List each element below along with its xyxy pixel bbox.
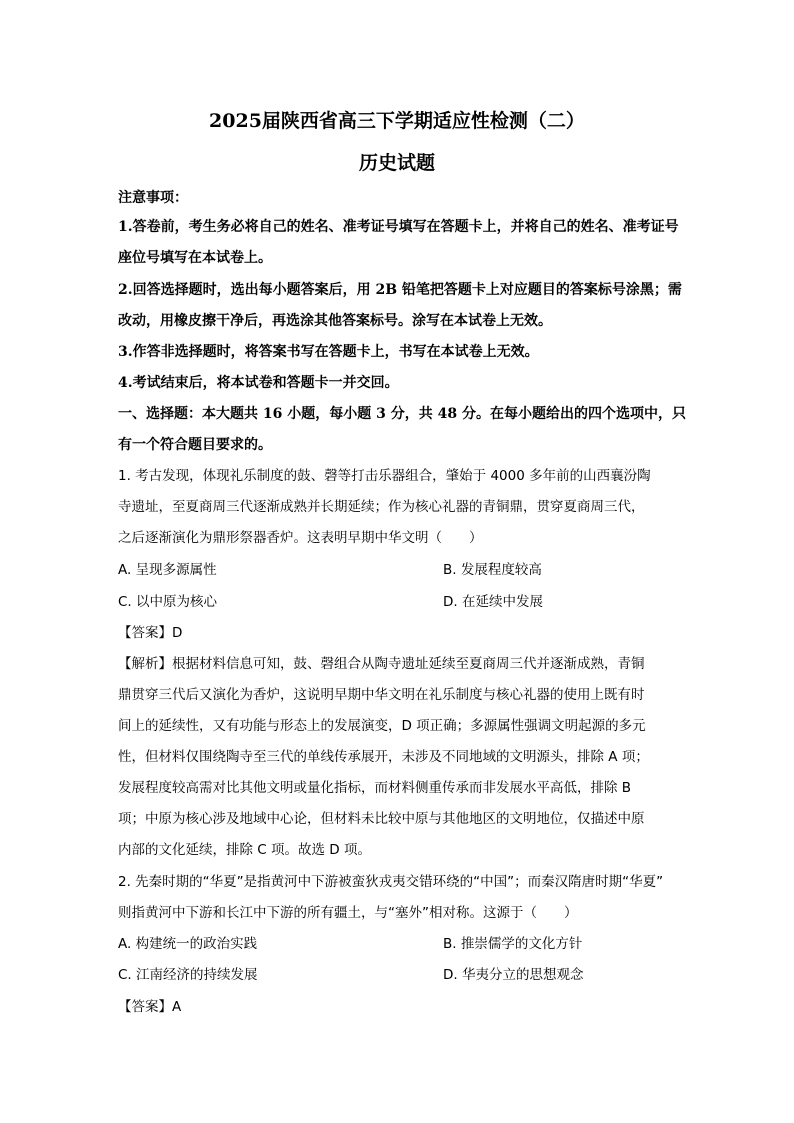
notice-line: 改动，用橡皮擦干净后，再选涂其他答案标号。涂写在本试卷上无效。 bbox=[118, 313, 552, 329]
question-2-option-c: C. 江南经济的持续发展 bbox=[118, 967, 258, 983]
question-1-analysis: 性，但材料仅围绕陶寺至三代的单线传承展开，未涉及不同地域的文明源头，排除 A 项； bbox=[118, 749, 649, 765]
question-1-analysis: 鼎贯穿三代后又演化为香炉，这说明早期中华文明在礼乐制度与核心礼器的使用上既有时 bbox=[118, 687, 645, 703]
question-2-option-d: D. 华夷分立的思想观念 bbox=[443, 967, 584, 983]
question-1-option-d: D. 在延续中发展 bbox=[443, 594, 543, 610]
question-1-stem: 寺遗址，至夏商周三代逐渐成熟并长期延续；作为核心礼器的青铜鼎，贯穿夏商周三代， bbox=[118, 499, 645, 515]
question-1-answer: 【答案】D bbox=[118, 625, 183, 641]
question-1-option-a: A. 呈现多源属性 bbox=[118, 562, 217, 578]
notice-line: 1.答卷前，考生务必将自己的姓名、准考证号填写在答题卡上，并将自己的姓名、准考证号 bbox=[118, 219, 679, 235]
notice-line: 3.作答非选择题时，将答案书写在答题卡上，书写在本试卷上无效。 bbox=[118, 344, 539, 360]
question-1-option-c: C. 以中原为核心 bbox=[118, 594, 218, 610]
question-1-analysis: 内部的文化延续，排除 C 项。故选 D 项。 bbox=[118, 842, 371, 858]
notice-line: 2.回答选择题时，选出每小题答案后，用 2B 铅笔把答题卡上对应题目的答案标号涂黑；需 bbox=[118, 282, 682, 298]
page-subtitle: 历史试题 bbox=[358, 152, 435, 174]
section-heading: 一、选择题：本大题共 16 小题，每小题 3 分，共 48 分。在每小题给出的四个选项中，只 bbox=[118, 406, 686, 422]
question-2-option-b: B. 推崇儒学的文化方针 bbox=[443, 936, 583, 952]
question-1-stem: 1. 考古发现，体现礼乐制度的鼓、磬等打击乐器组合，肇始于 4000 多年前的山西襄汾陶 bbox=[118, 468, 651, 484]
question-1-analysis: 发展程度较高需对比其他文明或量化指标，而材料侧重传承而非发展水平高低，排除 B bbox=[118, 780, 632, 796]
question-1-analysis: 项；中原为核心涉及地域中心论，但材料未比较中原与其他地区的文明地位，仅描述中原 bbox=[118, 811, 645, 827]
question-1-analysis: 间上的延续性，又有功能与形态上的发展演变，D 项正确；多源属性强调文明起源的多元 bbox=[118, 718, 646, 734]
question-1-analysis: 【解析】根据材料信息可知，鼓、磬组合从陶寺遗址延续至夏商周三代并逐渐成熟，青铜 bbox=[118, 656, 645, 672]
page-title: 2025届陕西省高三下学期适应性检测（二） bbox=[209, 110, 585, 132]
question-2-answer: 【答案】A bbox=[118, 999, 182, 1015]
question-2-option-a: A. 构建统一的政治实践 bbox=[118, 936, 258, 952]
question-1-stem: 之后逐渐演化为鼎形祭器香炉。这表明早期中华文明（ ） bbox=[118, 530, 483, 546]
notice-line: 4.考试结束后，将本试卷和答题卡一并交回。 bbox=[118, 375, 399, 391]
notice-line: 座位号填写在本试卷上。 bbox=[118, 250, 272, 266]
section-heading: 有一个符合题目要求的。 bbox=[118, 437, 272, 453]
notice-heading: 注意事项： bbox=[118, 190, 188, 206]
question-2-stem: 2. 先秦时期的“华夏”是指黄河中下游被蛮狄戎夷交错环绕的“中国”；而秦汉隋唐时期“华夏” bbox=[118, 874, 664, 890]
question-2-stem: 则指黄河中下游和长江中下游的所有疆土，与“塞外”相对称。这源于（ ） bbox=[118, 905, 578, 921]
question-1-option-b: B. 发展程度较高 bbox=[443, 562, 542, 578]
